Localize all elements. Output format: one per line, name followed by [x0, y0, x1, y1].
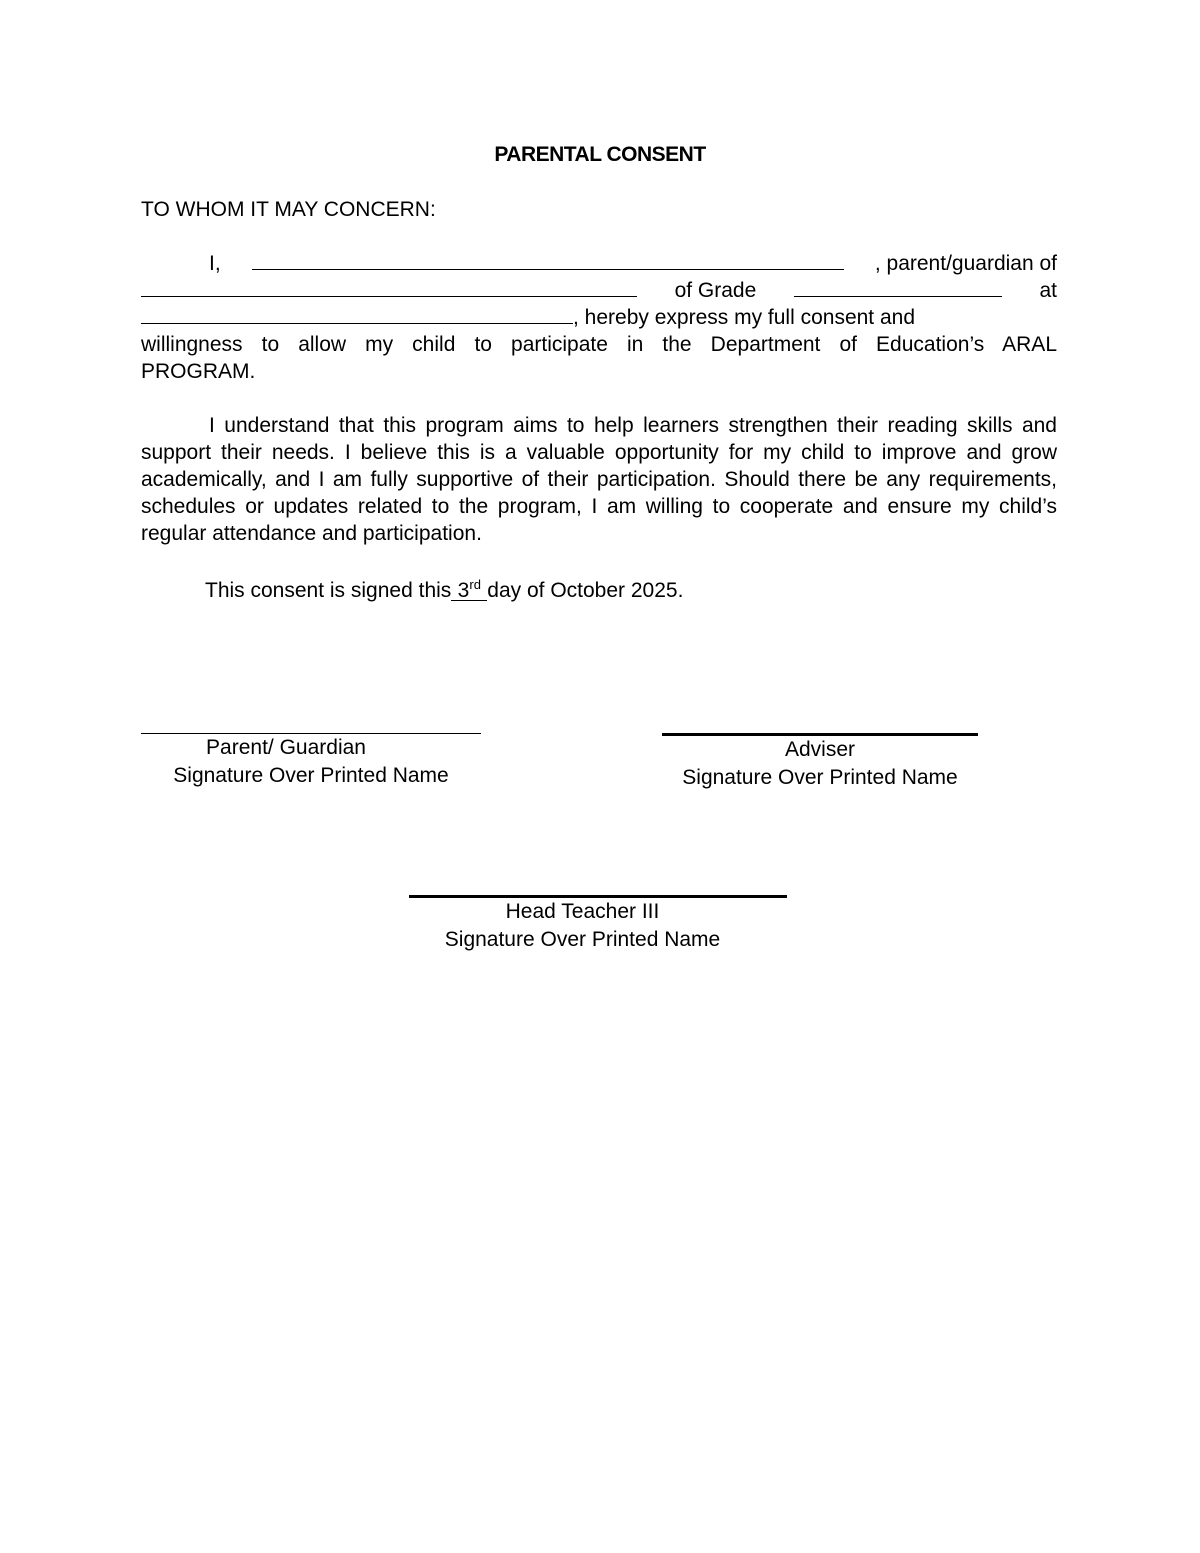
paragraph-line: [141, 304, 1057, 331]
of-grade-text: of Grade: [674, 279, 757, 302]
adviser-role: Adviser: [784, 738, 856, 761]
parent-guardian-text: , parent/guardian of: [874, 252, 1057, 275]
paragraph-line: PROGRAM.: [141, 360, 256, 383]
child-name-blank[interactable]: [141, 277, 637, 297]
understanding-text: I understand that this program aims to help learners strengthen their reading skills and support their needs. I believe this is a valuable opportunity for my child to improve and grow academically, and I am fully supportive of their participation. Should there be any requirements, schedules or updates related to the program, I am willing to cooperate and ensure my child’s regular attendance and participation.: [141, 414, 1057, 545]
salutation: TO WHOM IT MAY CONCERN:: [141, 198, 436, 221]
at-text: at: [1039, 279, 1057, 302]
paragraph-line: [141, 277, 1057, 304]
signed-prefix: This consent is signed this: [205, 579, 452, 602]
paragraph-line-start: [141, 250, 221, 277]
head-teacher-caption: Signature Over Printed Name: [444, 928, 721, 951]
day-suffix: rd: [469, 577, 481, 592]
paragraph-line: willingness to allow my child to participate in the Department of Education’s ARAL: [141, 333, 1057, 356]
school-blank[interactable]: [141, 304, 573, 324]
consent-paragraph: [141, 250, 1057, 385]
parent-role: Parent/ Guardian: [206, 736, 366, 759]
signed-date-line: [205, 575, 683, 603]
consent-text: , hereby express my full consent and: [573, 306, 916, 329]
parent-caption: Signature Over Printed Name: [173, 764, 449, 787]
signed-suffix: day of October 2025.: [487, 579, 684, 602]
parent-signature-block: [141, 733, 481, 790]
document-title: PARENTAL CONSENT: [494, 143, 706, 166]
head-teacher-signature-block: [405, 895, 790, 954]
pronoun-text: I,: [209, 252, 221, 275]
paragraph-line: [141, 250, 1057, 277]
grade-blank[interactable]: [794, 277, 1002, 297]
adviser-caption: Signature Over Printed Name: [682, 766, 958, 789]
understanding-paragraph: [141, 412, 1057, 547]
head-teacher-role: Head Teacher III: [505, 900, 660, 923]
signed-day: [451, 575, 487, 601]
parent-name-blank[interactable]: [252, 250, 844, 270]
adviser-signature-block: [660, 733, 980, 792]
day-number: 3: [457, 579, 470, 602]
